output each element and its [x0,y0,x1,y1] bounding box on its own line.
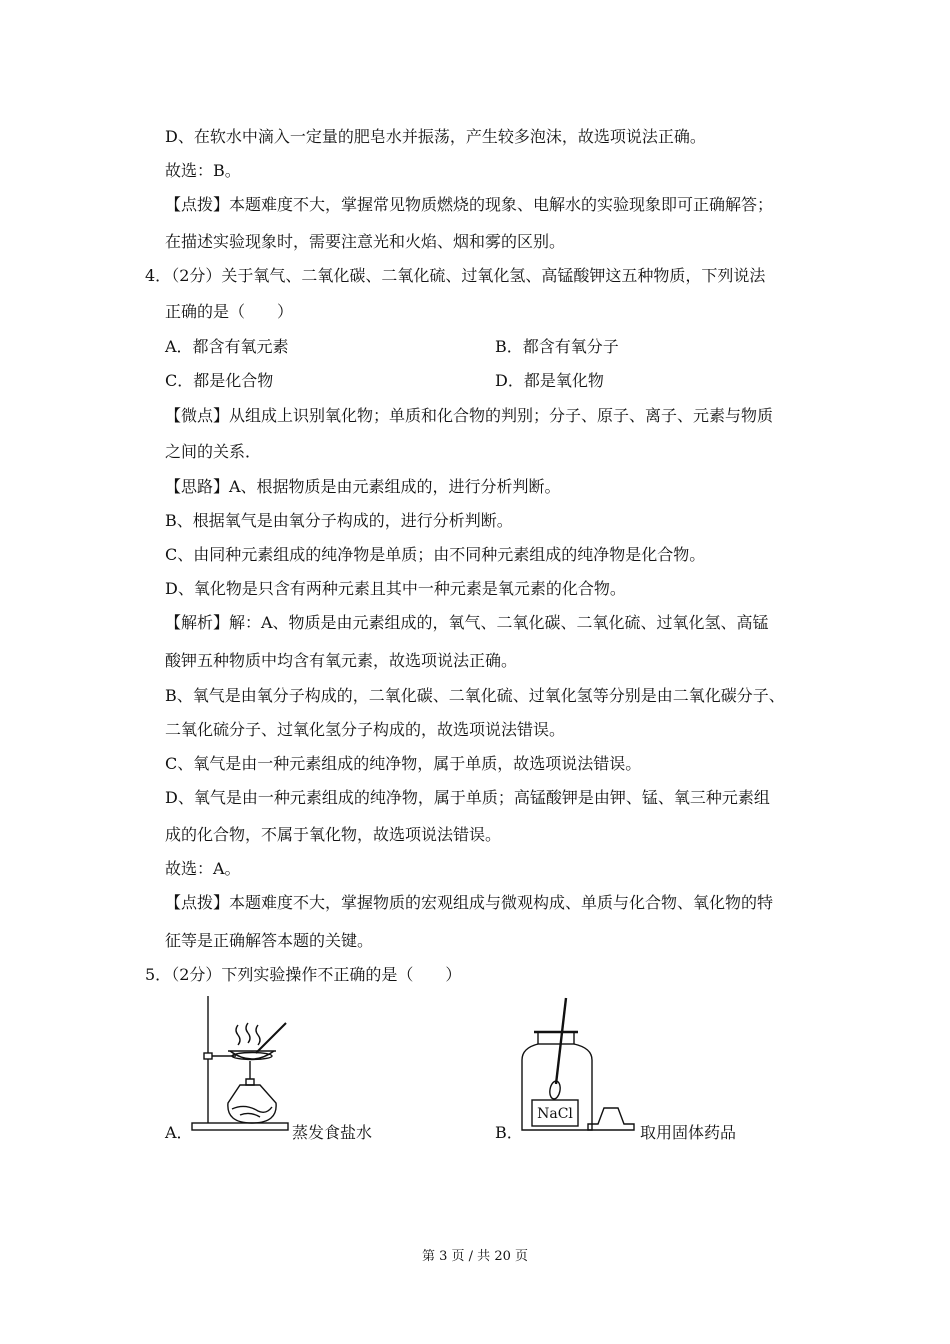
q4-solution-line-7: 成的化合物，不属于氧化物，故选项说法错误。 [165,825,502,844]
q4-micro-line-1: 【微点】从组成上识别氧化物；单质和化合物的判别；分子、原子、离子、元素与物质 [165,406,774,425]
q4-solution-line-2: 酸钾五种物质中均含有氧元素，故选项说法正确。 [165,651,518,670]
q4-tip-line-1: 【点拨】本题难度不大，掌握物质的宏观组成与微观构成、单质与化合物、氧化物的特 [165,893,774,912]
q4-solution-line-6: D、氧气是由一种元素组成的纯净物，属于单质；高锰酸钾是由钾、锰、氧三种元素组 [165,788,770,807]
reagent-bottle-figure [518,996,638,1132]
q4-option-c: C．都是化合物 [165,371,274,390]
q4-solution-line-3: B、氧气是由氧分子构成的，二氧化碳、二氧化硫、过氧化氢等分别是由二氧化碳分子、 [165,686,785,705]
stand-base [192,1123,288,1130]
q4-solution-line-5: C、氧气是由一种元素组成的纯净物，属于单质，故选项说法错误。 [165,754,642,773]
q4-option-d: D．都是氧化物 [495,371,604,390]
steam [236,1025,240,1045]
q4-option-b: B．都含有氧分子 [495,337,619,356]
bottle-stopper [588,1108,634,1130]
q4-option-a: A．都含有氧元素 [165,337,289,356]
q5-stem-text: （2分）下列实验操作不正确的是（ ） [171,965,462,984]
prev-tip-line-1: 【点拨】本题难度不大，掌握常见物质燃烧的现象、电解水的实验现象即可正确解答； [165,195,774,214]
q4-stem-line-1 [145,266,765,286]
alcohol-lamp [228,1085,276,1123]
q4-tip-line-2: 征等是正确解答本题的关键。 [165,931,374,950]
q4-micro-line-2: 之间的关系． [165,442,262,461]
medicine-spoon [556,998,566,1084]
bottle-label-text: NaCl [537,1106,573,1122]
q5-option-a-letter: A． [165,1123,193,1142]
q4-solution-line-4: 二氧化硫分子、过氧化氢分子构成的，故选项说法错误。 [165,720,566,739]
q4-idea-line-2: B、根据氧气是由氧分子构成的，进行分析判断。 [165,511,513,530]
q5-option-b-letter: B． [495,1123,523,1142]
prev-option-d-explanation: D、在软水中滴入一定量的肥皂水并振荡，产生较多泡沫，故选项说法正确。 [165,127,706,146]
q5-option-b-caption: 取用固体药品 [640,1123,737,1142]
q4-idea-line-4: D、氧化物是只含有两种元素且其中一种元素是氧元素的化合物。 [165,579,626,598]
q4-answer: 故选：A。 [165,859,241,878]
evaporation-apparatus-figure [190,993,290,1135]
q4-idea-line-3: C、由同种元素组成的纯净物是单质；由不同种元素组成的纯净物是化合物。 [165,545,706,564]
q4-stem-text-1: （2分）关于氧气、二氧化碳、二氧化硫、过氧化氢、高锰酸钾这五种物质，下列说法 [171,266,766,285]
page-footer: 第 3 页 / 共 20 页 [422,1249,528,1264]
q4-solution-line-1: 【解析】解：A、物质是由元素组成的，氧气、二氧化碳、二氧化硫、过氧化氢、高锰 [165,613,769,632]
prev-answer: 故选：B。 [165,161,241,180]
prev-tip-line-2: 在描述实验现象时，需要注意光和火焰、烟和雾的区别。 [165,232,566,251]
q4-number: 4． [145,266,172,285]
bottle-neck [538,1032,574,1044]
q4-stem-line-2: 正确的是（ ） [165,302,294,321]
q5-stem-line [145,965,461,985]
q4-idea-line-1: 【思路】A、根据物质是由元素组成的，进行分析判断。 [165,477,561,496]
q5-option-a-caption: 蒸发食盐水 [292,1123,373,1142]
q5-number: 5． [145,965,172,984]
glass-rod [256,1023,286,1053]
